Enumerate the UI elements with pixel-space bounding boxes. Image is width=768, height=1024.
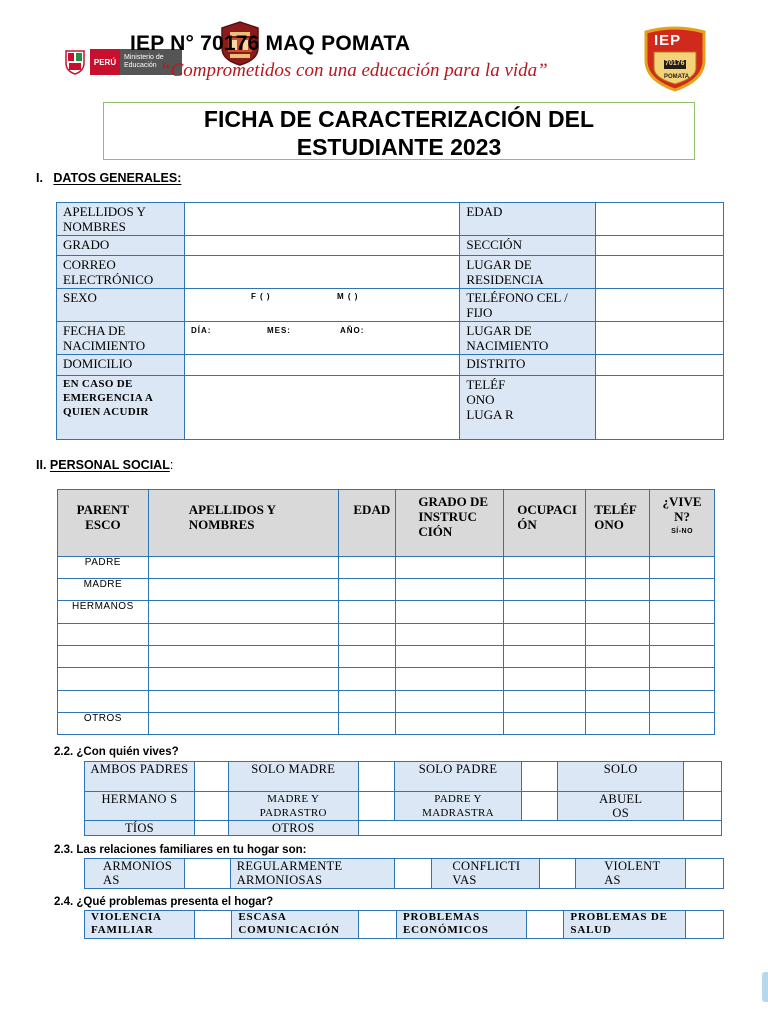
table-row — [58, 624, 715, 646]
field-telefono-lugar[interactable] — [596, 376, 724, 440]
table-row — [58, 601, 715, 624]
field-correo[interactable] — [184, 256, 459, 289]
label-lugar-nacimiento: LUGAR DE NACIMIENTO — [460, 322, 596, 355]
table-row — [85, 792, 722, 821]
crest-text: IEP — [654, 32, 682, 49]
check-problemas-salud[interactable] — [686, 911, 724, 939]
opt-violentas: VIOLENT AS — [576, 859, 686, 889]
cell-input[interactable] — [148, 668, 339, 691]
label-sexo: SEXO — [57, 289, 185, 322]
field-apellidos[interactable] — [184, 203, 459, 236]
opt-problemas-economicos: PROBLEMAS ECONÓMICOS — [397, 911, 527, 939]
opt-madre-padrastro: MADRE Y PADRASTRO — [228, 792, 358, 821]
row-relation-label — [58, 691, 149, 713]
opt-conflictivas: CONFLICTI VAS — [432, 859, 540, 889]
school-motto: “Comprometidos con una educación para la vida” — [160, 60, 548, 81]
general-data-table — [56, 202, 724, 440]
table-row — [58, 668, 715, 691]
cell-input[interactable] — [396, 713, 504, 735]
table-row — [58, 713, 715, 735]
cell-input[interactable] — [504, 646, 586, 668]
check-armoniosas[interactable] — [184, 859, 230, 889]
opt-abuelos: ABUEL OS — [558, 792, 684, 821]
opt-hermanos: HERMANO S — [85, 792, 195, 821]
field-seccion[interactable] — [596, 236, 724, 256]
opt-solo-madre: SOLO MADRE — [228, 762, 358, 792]
cell-input[interactable] — [339, 579, 396, 601]
cell-input[interactable] — [148, 579, 339, 601]
cell-input[interactable] — [148, 691, 339, 713]
field-distrito[interactable] — [596, 355, 724, 376]
dia-label: DÍA: — [190, 326, 212, 335]
question-2-2: 2.2. ¿Con quién vives? — [54, 746, 179, 758]
label-distrito: DISTRITO — [460, 355, 596, 376]
section-2-number: II. — [36, 458, 47, 472]
opt-regularmente: REGULARMENTE ARMONIOSAS — [230, 859, 394, 889]
field-residencia[interactable] — [596, 256, 724, 289]
field-otros[interactable] — [358, 821, 721, 836]
personal-social-table — [57, 489, 715, 735]
label-seccion: SECCIÓN — [460, 236, 596, 256]
cell-input[interactable] — [148, 557, 339, 579]
check-violencia-familiar[interactable] — [194, 911, 232, 939]
cell-input[interactable] — [650, 713, 715, 735]
field-telefono[interactable] — [596, 289, 724, 322]
cell-input[interactable] — [396, 557, 504, 579]
table-row — [58, 579, 715, 601]
opt-padre-madrastra: PADRE Y MADRASTRA — [394, 792, 522, 821]
cell-input[interactable] — [339, 624, 396, 646]
cell-input[interactable] — [396, 601, 504, 624]
table-row — [57, 322, 724, 355]
label-telefono: TELÉFONO CEL / FIJO — [460, 289, 596, 322]
cell-input[interactable] — [396, 624, 504, 646]
home-problems-table — [84, 910, 724, 939]
check-problemas-economicos[interactable] — [526, 911, 564, 939]
cell-input[interactable] — [586, 646, 650, 668]
family-relations-table — [84, 858, 724, 889]
check-solo-madre[interactable] — [358, 762, 394, 792]
question-2-3: 2.3. Las relaciones familiares en tu hogar son: — [54, 844, 307, 856]
label-emergencia: EN CASO DE EMERGENCIA A QUIEN ACUDIR — [57, 376, 185, 440]
check-hermanos[interactable] — [194, 792, 228, 821]
anio-label: AÑO: — [339, 326, 365, 335]
check-escasa-comunicacion[interactable] — [359, 911, 397, 939]
label-edad: EDAD — [460, 203, 596, 236]
table-row — [85, 859, 724, 889]
field-edad[interactable] — [596, 203, 724, 236]
opt-solo: SOLO — [558, 762, 684, 792]
ministry-country: PERÚ — [90, 49, 120, 75]
mes-label: MES: — [266, 326, 291, 335]
iep-crest — [640, 26, 710, 97]
cell-input[interactable] — [504, 579, 586, 601]
cell-input[interactable] — [586, 557, 650, 579]
table-row — [57, 289, 724, 322]
check-tios[interactable] — [194, 821, 228, 836]
section-2-heading: II. PERSONAL SOCIAL: — [36, 458, 174, 472]
cell-input[interactable] — [339, 557, 396, 579]
label-telefono-lugar: TELÉF ONO LUGA R — [460, 376, 596, 440]
cell-input[interactable] — [396, 646, 504, 668]
col-ocupacion: OCUPACI ÓN — [504, 490, 586, 557]
cell-input[interactable] — [504, 713, 586, 735]
opt-problemas-salud: PROBLEMAS DE SALUD — [564, 911, 686, 939]
table-row — [57, 355, 724, 376]
title-line-1: FICHA DE CARACTERIZACIÓN DEL — [203, 106, 595, 132]
cell-input[interactable] — [586, 713, 650, 735]
field-domicilio[interactable] — [184, 355, 459, 376]
cell-input[interactable] — [504, 601, 586, 624]
cell-input[interactable] — [339, 691, 396, 713]
section-1-number: I. — [36, 171, 43, 185]
check-regularmente[interactable] — [394, 859, 432, 889]
row-relation-label — [58, 646, 149, 668]
table-row — [58, 557, 715, 579]
label-apellidos: APELLIDOS Y NOMBRES — [57, 203, 185, 236]
table-row — [57, 376, 724, 440]
table-row — [57, 203, 724, 236]
document-title — [103, 102, 695, 160]
cell-input[interactable] — [504, 668, 586, 691]
question-2-4: 2.4. ¿Qué problemas presenta el hogar? — [54, 896, 274, 908]
col-viven: ¿VIVE N? SÍ-NO — [650, 490, 715, 557]
cell-input[interactable] — [504, 691, 586, 713]
table-row — [57, 236, 724, 256]
viven-sub: SÍ-NO — [671, 528, 694, 535]
opt-solo-padre: SOLO PADRE — [394, 762, 522, 792]
section-1-heading — [36, 171, 181, 185]
label-grado: GRADO — [57, 236, 185, 256]
cell-input[interactable] — [339, 646, 396, 668]
cell-input[interactable] — [650, 646, 715, 668]
cell-input[interactable] — [339, 668, 396, 691]
peru-shield-icon — [64, 49, 86, 75]
check-solo-padre[interactable] — [522, 762, 558, 792]
row-relation-label: HERMANOS — [58, 601, 149, 624]
check-solo[interactable] — [684, 762, 722, 792]
cell-input[interactable] — [504, 624, 586, 646]
table-row — [58, 646, 715, 668]
label-correo: CORREO ELECTRÓNICO — [57, 256, 185, 289]
opt-violencia-familiar: VIOLENCIA FAMILIAR — [85, 911, 195, 939]
cell-input[interactable] — [650, 668, 715, 691]
row-relation-label: PADRE — [58, 557, 149, 579]
field-lugar-nacimiento[interactable] — [596, 322, 724, 355]
ministry-name: Ministerio de Educación — [120, 49, 182, 75]
opt-otros: OTROS — [228, 821, 358, 836]
check-ambos-padres[interactable] — [194, 762, 228, 792]
title-line-2: ESTUDIANTE 2023 — [296, 134, 502, 160]
cell-input[interactable] — [586, 668, 650, 691]
cell-input[interactable] — [339, 601, 396, 624]
field-sexo[interactable] — [184, 289, 459, 322]
field-emergencia[interactable] — [184, 376, 459, 440]
opt-escasa-comunicacion: ESCASA COMUNICACIÓN — [232, 911, 359, 939]
cell-input[interactable] — [650, 691, 715, 713]
check-conflictivas[interactable] — [540, 859, 576, 889]
cell-input[interactable] — [586, 601, 650, 624]
school-name: IEP N° 70176 MAQ POMATA — [130, 32, 411, 55]
cell-input[interactable] — [586, 579, 650, 601]
cell-input[interactable] — [650, 579, 715, 601]
cell-input[interactable] — [650, 601, 715, 624]
page-edge-marker — [762, 972, 768, 1002]
section-1-title: DATOS GENERALES: — [53, 171, 182, 185]
row-relation-label: MADRE — [58, 579, 149, 601]
row-relation-label — [58, 624, 149, 646]
label-fecha-nacimiento: FECHA DE NACIMIENTO — [57, 322, 185, 355]
label-residencia: LUGAR DE RESIDENCIA — [460, 256, 596, 289]
table-row — [85, 762, 722, 792]
crest-number: 70176 — [665, 60, 685, 67]
label-domicilio: DOMICILIO — [57, 355, 185, 376]
field-fecha-nacimiento[interactable] — [184, 322, 459, 355]
field-grado[interactable] — [184, 236, 459, 256]
cell-input[interactable] — [396, 668, 504, 691]
table-row — [58, 691, 715, 713]
cell-input[interactable] — [396, 691, 504, 713]
col-parentesco: PARENT ESCO — [58, 490, 149, 557]
sex-f-option[interactable]: F ( ) — [250, 292, 271, 301]
col-apellidos: APELLIDOS Y NOMBRES — [148, 490, 339, 557]
table-row — [57, 256, 724, 289]
row-relation-label: OTROS — [58, 713, 149, 735]
cell-input[interactable] — [396, 579, 504, 601]
check-violentas[interactable] — [686, 859, 724, 889]
col-telefono: TELÉF ONO — [586, 490, 650, 557]
sex-m-option[interactable]: M ( ) — [336, 292, 359, 301]
cell-input[interactable] — [650, 557, 715, 579]
cell-input[interactable] — [586, 624, 650, 646]
opt-ambos-padres: AMBOS PADRES — [85, 762, 195, 792]
cell-input[interactable] — [148, 624, 339, 646]
col-grado: GRADO DE INSTRUC CIÓN — [396, 490, 504, 557]
check-abuelos[interactable] — [684, 792, 722, 821]
living-with-table — [84, 761, 722, 836]
check-padre-madrastra[interactable] — [522, 792, 558, 821]
cell-input[interactable] — [504, 557, 586, 579]
section-2-title: PERSONAL SOCIAL — [49, 458, 170, 472]
crest-place: POMATA — [664, 74, 690, 80]
opt-tios: TÍOS — [85, 821, 195, 836]
cell-input[interactable] — [148, 646, 339, 668]
cell-input[interactable] — [148, 713, 339, 735]
opt-armoniosas: ARMONIOS AS — [85, 859, 185, 889]
table-row — [85, 821, 722, 836]
table-row — [85, 911, 724, 939]
table-header-row — [58, 490, 715, 557]
row-relation-label — [58, 668, 149, 691]
col-edad: EDAD — [339, 490, 396, 557]
cell-input[interactable] — [650, 624, 715, 646]
cell-input[interactable] — [339, 713, 396, 735]
cell-input[interactable] — [586, 691, 650, 713]
check-madre-padrastro[interactable] — [358, 792, 394, 821]
cell-input[interactable] — [148, 601, 339, 624]
